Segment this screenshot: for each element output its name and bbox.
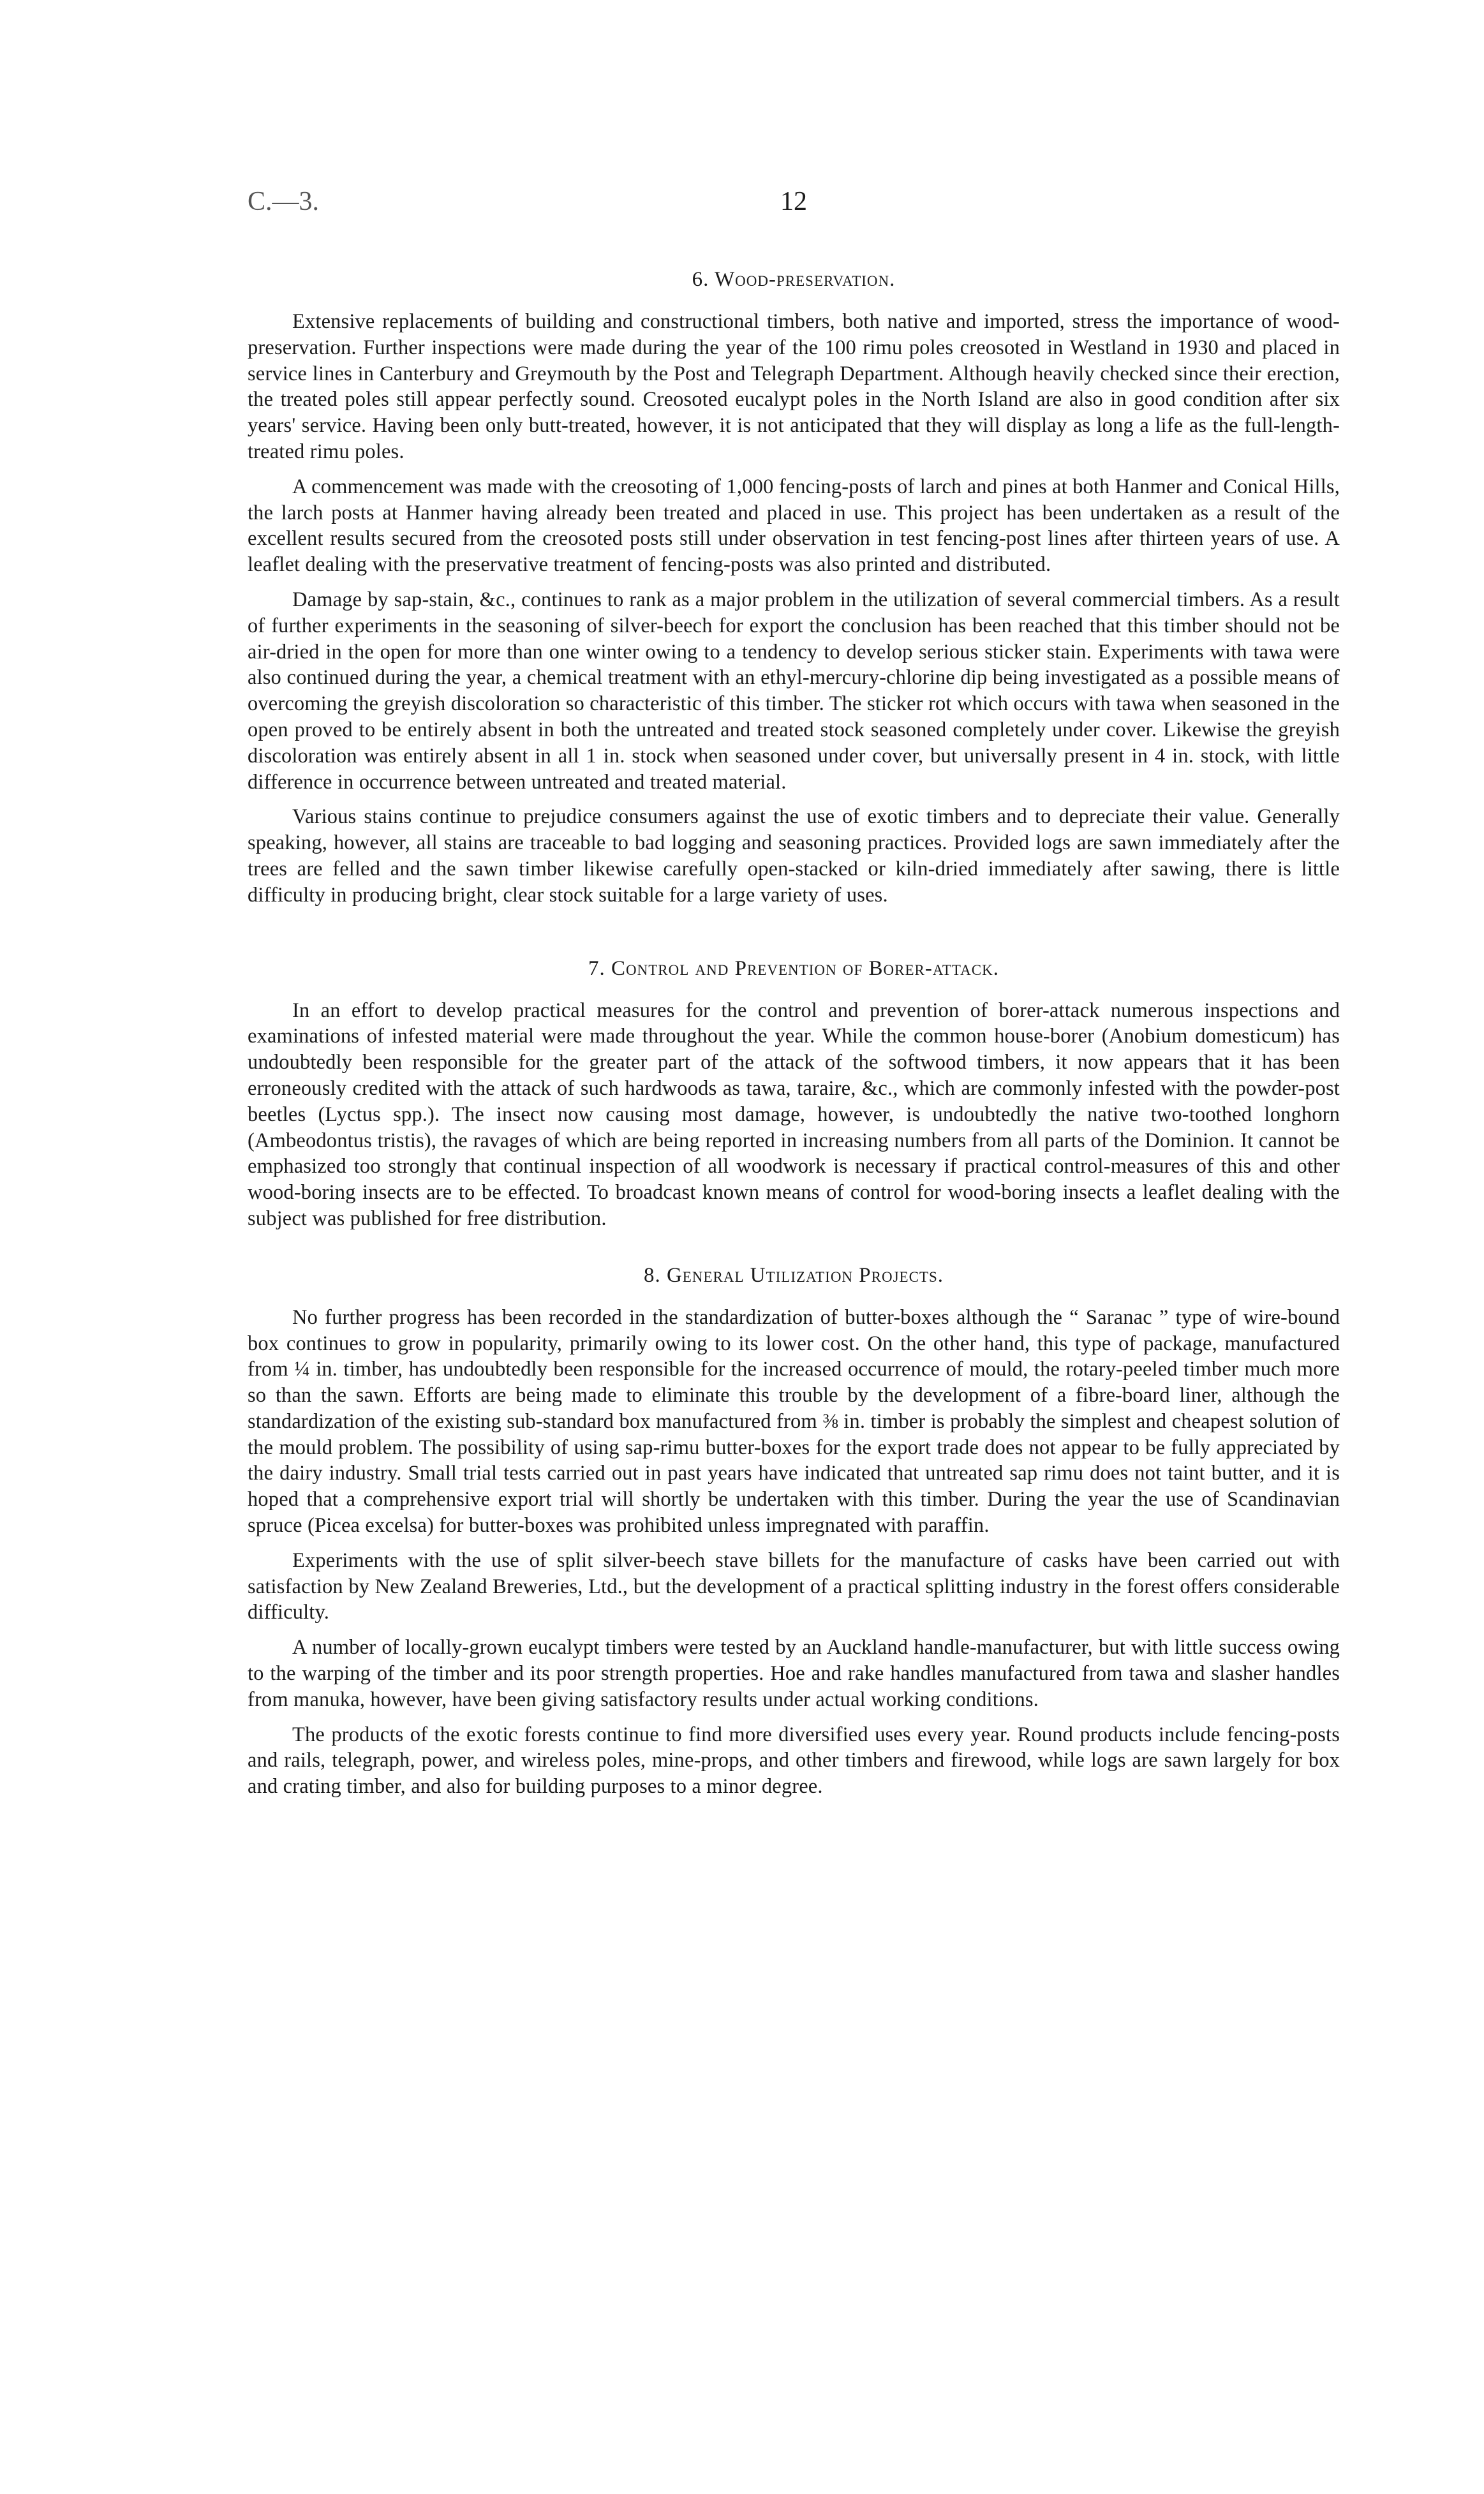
section-heading: 7. Control and Prevention of Borer-attack.	[588, 956, 999, 980]
section-utilization-projects	[248, 1263, 1340, 1800]
paragraph: A commencement was made with the creosoting of 1,000 fencing-posts of larch and pines at both Hanmer and Conical Hills, the larch posts at Hanmer having already been treated and placed in use. This project has been undertaken as a result of the excellent results secured from the creosoted posts still under observation in test fencing-post lines after thirteen years of use. A leaflet dealing with the preservative treatment of fencing-posts was also printed and distributed.	[248, 475, 1340, 577]
running-head	[248, 186, 1340, 225]
page-number: 12	[780, 187, 807, 216]
paragraph: The products of the exotic forests continue to find more diversified uses every year. Round products include fencing-posts and rails, telegraph, power, and wireless poles, mine-props, and other timbers and firewood, while logs are sawn largely for box and crating timber, and also for building purposes to a minor degree.	[248, 1723, 1340, 1799]
section-heading: 6. Wood-preservation.	[692, 268, 896, 291]
page-reference: C.—3.	[248, 187, 320, 216]
section-wood-preservation	[248, 267, 1340, 909]
page-body	[248, 267, 1340, 1809]
paragraph: Experiments with the use of split silver-beech stave billets for the manufacture of casks have been carried out with satisfaction by New Zealand Breweries, Ltd., but the development of a practical splitting industry in the forest offers considerable difficulty.	[248, 1548, 1340, 1624]
paragraph: Extensive replacements of building and constructional timbers, both native and imported, stress the importance of wood-preservation. Further inspections were made during the year of the 100 rimu poles creosoted in Westland in 1930 and placed in service lines in Canterbury and Greymouth by the Post and Telegraph Department. Although heavily checked since their erection, the treated poles still appear perfectly sound. Creosoted eucalypt poles in the North Island are also in good condition after six years' service. Having been only butt-treated, however, it is not anticipated that they will display as long a life as the full-length-treated rimu poles.	[248, 310, 1340, 463]
section-heading: 8. General Utilization Projects.	[643, 1263, 944, 1287]
paragraph: No further progress has been recorded in the standardization of butter-boxes although the “ Saranac ” type of wire-bound box continues to grow in popularity, primarily owing to its lower cost. On the other hand, this type of package, manufactured from ¼ in. timber, has undoubtedly been responsible for the increased occurrence of mould, the rotary-peeled timber much more so than the sawn. Efforts are being made to eliminate this trouble by the development of a fibre-board liner, although the standardization of the existing sub-standard box manufactured from ⅜ in. timber is probably the simplest and cheapest solution of the mould problem. The possibility of using sap-rimu butter-boxes for the export trade does not appear to be fully appreciated by the dairy industry. Small trial tests carried out in past years have indicated that untreated sap rimu does not taint butter, and it is hoped that a comprehensive export trial will shortly be undertaken with this timber. During the year the use of Scandinavian spruce (Picea excelsa) for butter-boxes was prohibited unless impregnated with paraffin.	[248, 1305, 1340, 1538]
paragraph: In an effort to develop practical measures for the control and prevention of borer-attack numerous inspections and examinations of infested material were made throughout the year. While the common house-borer (Anobium domesticum) has undoubtedly been responsible for the greater part of the attack of the softwood timbers, it now appears that it has been erroneously credited with the attack of such hardwoods as tawa, taraire, &c., which are commonly infested with the powder-post beetles (Lyctus spp.). The insect now causing most damage, however, is undoubtedly the native two-toothed longhorn (Ambeodontus tristis), the ravages of which are being reported in increasing numbers from all parts of the Dominion. It cannot be emphasized too strongly that continual inspection of all woodwork is necessary if practical control-measures of this and other wood-boring insects are to be effected. To broadcast known means of control for wood-boring insects a leaflet dealing with the subject was published for free distribution.	[248, 998, 1340, 1230]
section-borer-attack	[248, 956, 1340, 1232]
paragraph: Damage by sap-stain, &c., continues to rank as a major problem in the utilization of several commercial timbers. As a result of further experiments in the seasoning of silver-beech for export the conclusion has been reached that this timber should not be air-dried in the open for more than one winter owing to a tendency to develop serious sticker stain. Experiments with tawa were also continued during the year, a chemical treatment with an ethyl-mercury-chlorine dip being investigated as a possible means of overcoming the greyish discoloration so characteristic of this timber. The sticker rot which occurs with tawa when seasoned in the open proved to be entirely absent in both the untreated and treated stock seasoned completely under cover. Likewise the greyish discoloration was entirely absent in all 1 in. stock when seasoned under cover, but universally present in 4 in. stock, with little difference in occurrence between untreated and treated material.	[248, 588, 1340, 794]
paragraph: Various stains continue to prejudice consumers against the use of exotic timbers and to depreciate their value. Generally speaking, however, all stains are traceable to bad logging and seasoning practices. Provided logs are sawn immediately after the trees are felled and the sawn timber likewise carefully open-stacked or kiln-dried immediately after sawing, there is little difficulty in producing bright, clear stock suitable for a large variety of uses.	[248, 805, 1340, 907]
paragraph: A number of locally-grown eucalypt timbers were tested by an Auckland handle-manufacturer, but with little success owing to the warping of the timber and its poor strength properties. Hoe and rake handles manufactured from tawa and slasher handles from manuka, however, have been giving satisfactory results under actual working conditions.	[248, 1636, 1340, 1711]
